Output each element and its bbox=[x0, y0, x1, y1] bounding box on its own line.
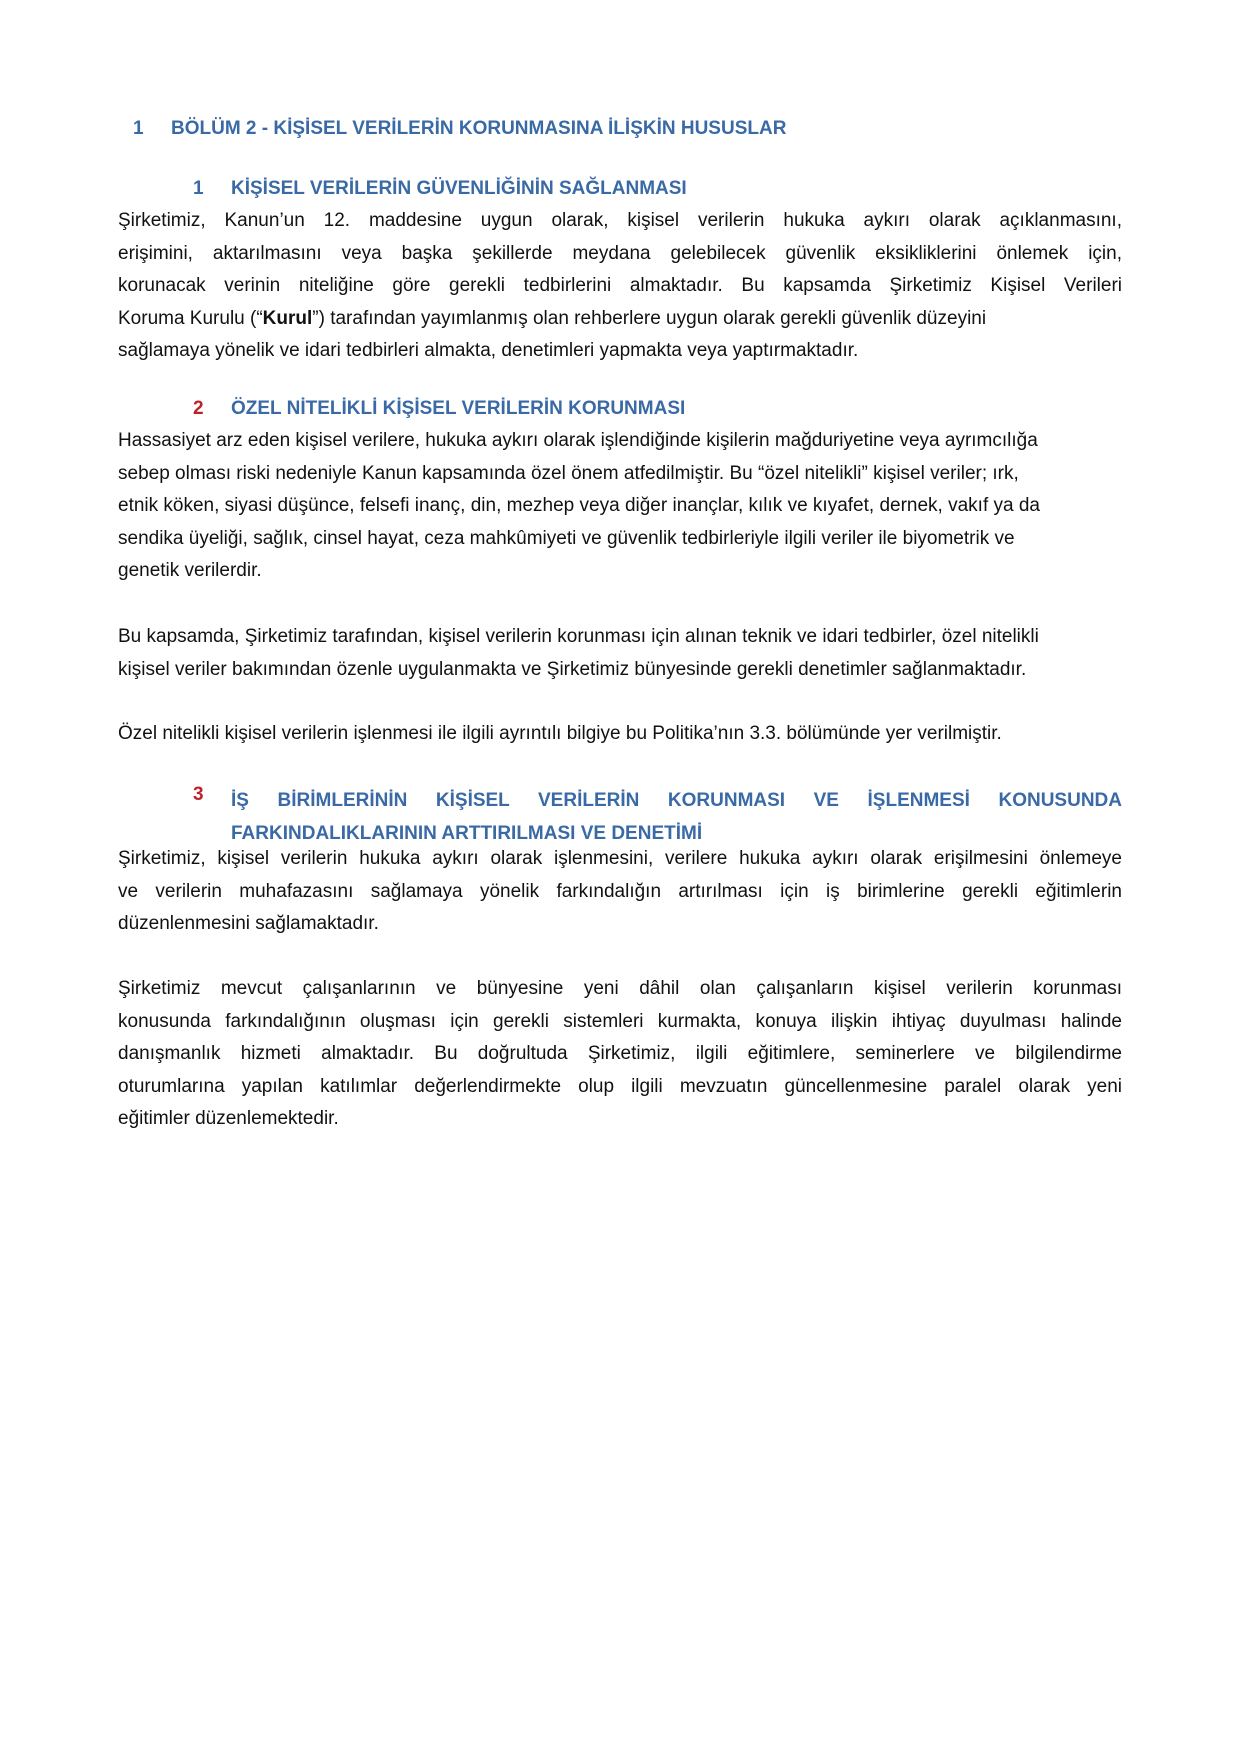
section-3-title-line-1: İŞ BİRİMLERİNİN KİŞİSEL VERİLERİN KORUNMASI VE İŞLENMESİ KONUSUNDA bbox=[231, 790, 1122, 811]
paragraph-line: Şirketimiz mevcut çalışanlarının ve bünyesine yeni dâhil olan çalışanların kişisel verilerin korunması bbox=[118, 978, 1122, 999]
paragraph-line: erişimini, aktarılmasını veya başka şekillerde meydana gelebilecek güvenlik eksikliklerini önlemek için, bbox=[118, 242, 1122, 264]
paragraph-line: sendika üyeliği, sağlık, cinsel hayat, ceza mahkûmiyeti ve güvenlik tedbirleriyle ilgili veriler ile biyometrik ve bbox=[118, 527, 1015, 549]
section-3-paragraph-1 bbox=[118, 843, 1122, 941]
kurul-term: Kurul bbox=[262, 307, 313, 329]
paragraph-line: Şirketimiz, Kanun’un 12. maddesine uygun olarak, kişisel verilerin hukuka aykırı olarak açıklanmasını, bbox=[118, 210, 1122, 231]
paragraph-line: Şirketimiz, kişisel verilerin hukuka aykırı olarak işlenmesini, verilere hukuka aykırı olarak erişilmesini önlemeye bbox=[118, 848, 1122, 869]
paragraph-line: genetik verilerdir. bbox=[118, 560, 262, 581]
section-3-number: 3 bbox=[193, 784, 204, 805]
paragraph-line: konusunda farkındalığının oluşması için gerekli sistemleri kurmakta, konuya ilişkin ihtiyaç duyulması halinde bbox=[118, 1010, 1122, 1032]
section-1-number: 1 bbox=[193, 178, 204, 199]
section-3-title-line-2: FARKINDALIKLARININ ARTTIRILMASI VE DENETİMİ bbox=[231, 823, 703, 844]
paragraph-line: Hassasiyet arz eden kişisel verilere, hukuka aykırı olarak işlendiğinde kişilerin mağduriyetine veya ayrımcılığa bbox=[118, 430, 1038, 451]
section-2-paragraph-3 bbox=[118, 718, 1122, 751]
section-2-number: 2 bbox=[193, 398, 204, 419]
paragraph-line: düzenlenmesini sağlamaktadır. bbox=[118, 913, 379, 934]
paragraph-line: ve verilerin muhafazasını sağlamaya yönelik farkındalığın artırılması için iş birimlerine gerekli eğitimlerin bbox=[118, 880, 1122, 902]
paragraph-line: sebep olması riski nedeniyle Kanun kapsamında özel önem atfedilmiştir. Bu “özel nitelikli” kişisel veriler; ırk, bbox=[118, 462, 1019, 484]
section-2-heading bbox=[193, 398, 685, 420]
section-1-heading bbox=[193, 178, 687, 200]
chapter-heading bbox=[133, 118, 786, 140]
paragraph-line: etnik köken, siyasi düşünce, felsefi inanç, din, mezhep veya diğer inançlar, kılık ve kıyafet, dernek, vakıf ya da bbox=[118, 495, 1040, 516]
paragraph-line: danışmanlık hizmeti almaktadır. Bu doğrultuda Şirketimiz, ilgili eğitimlere, seminerlere ve bilgilendirme bbox=[118, 1043, 1122, 1064]
paragraph-line: Bu kapsamda, Şirketimiz tarafından, kişisel verilerin korunması için alınan teknik ve idari tedbirler, özel nitelikli bbox=[118, 626, 1039, 647]
paragraph-line: korunacak verinin niteliğine göre gerekli tedbirlerini almaktadır. Bu kapsamda Şirketimiz Kişisel Verileri bbox=[118, 275, 1122, 296]
paragraph-line: kişisel veriler bakımından özenle uygulanmakta ve Şirketimiz bünyesinde gerekli denetimler sağlanmaktadır. bbox=[118, 658, 1027, 680]
paragraph-line: eğitimler düzenlemektedir. bbox=[118, 1108, 339, 1129]
section-1-title: KİŞİSEL VERİLERİN GÜVENLİĞİNİN SAĞLANMASI bbox=[231, 178, 687, 199]
section-3-paragraph-2 bbox=[118, 973, 1122, 1136]
section-3-title bbox=[231, 784, 1122, 850]
paragraph-line: oturumlarına yapılan katılımlar değerlendirmekte olup ilgili mevzuatın güncellenmesine paralel olarak yeni bbox=[118, 1075, 1122, 1097]
section-2-paragraph-1 bbox=[118, 425, 1122, 588]
text-fragment: Koruma Kurulu (“ bbox=[118, 307, 263, 329]
section-1-paragraph bbox=[118, 205, 1122, 368]
chapter-number: 1 bbox=[133, 118, 144, 139]
section-2-title: ÖZEL NİTELİKLİ KİŞİSEL VERİLERİN KORUNMASI bbox=[231, 398, 686, 419]
text-fragment: ”) tarafından yayımlanmış olan rehberlere uygun olarak gerekli güvenlik düzeyini bbox=[312, 307, 987, 329]
paragraph-line bbox=[118, 303, 1122, 336]
section-3-heading bbox=[193, 784, 1122, 850]
chapter-title: BÖLÜM 2 - KİŞİSEL VERİLERİN KORUNMASINA İLİŞKİN HUSUSLAR bbox=[171, 118, 787, 139]
paragraph-line: Özel nitelikli kişisel verilerin işlenmesi ile ilgili ayrıntılı bilgiye bu Politika’nın 3.3. bölümünde yer verilmiştir. bbox=[118, 723, 1002, 744]
paragraph-line: sağlamaya yönelik ve idari tedbirleri almakta, denetimleri yapmakta veya yaptırmaktadır. bbox=[118, 340, 859, 361]
section-2-paragraph-2 bbox=[118, 621, 1122, 686]
